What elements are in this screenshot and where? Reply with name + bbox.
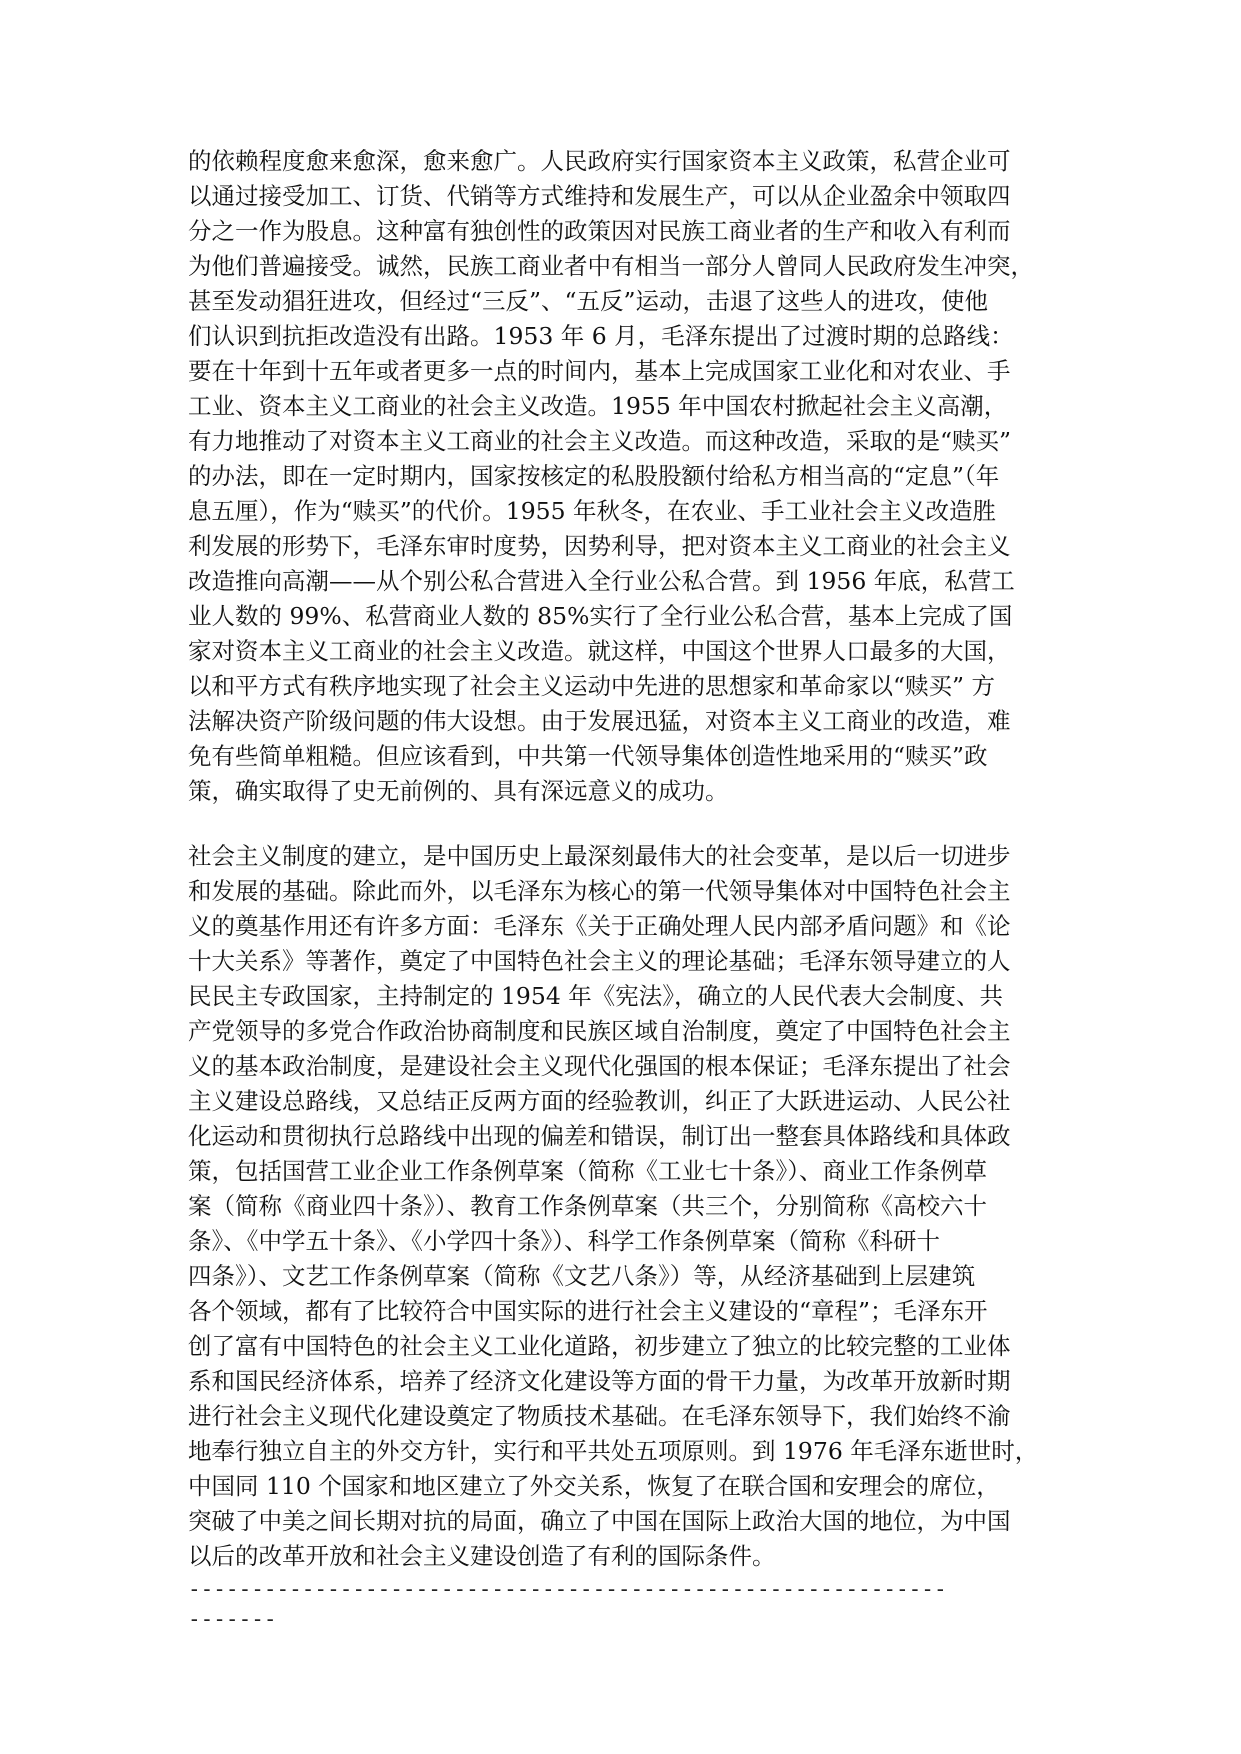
text-line: 社会主义制度的建立，是中国历史上最深刻最伟大的社会变革，是以后一切进步 — [188, 842, 1011, 870]
text-line: 创了富有中国特色的社会主义工业化道路，初步建立了独立的比较完整的工业体 — [188, 1332, 1011, 1360]
text-line: 中国同 110 个国家和地区建立了外交关系，恢复了在联合国和安理会的席位， — [188, 1472, 1000, 1500]
text-line: 们认识到抗拒改造没有出路。1953 年 6 月，毛泽东提出了过渡时期的总路线： — [188, 322, 1014, 350]
text-line: 策，确实取得了史无前例的、具有深远意义的成功。 — [188, 777, 729, 805]
document-body — [188, 144, 1058, 1634]
text-line: 以通过接受加工、订货、代销等方式维持和发展生产，可以从企业盈余中领取四 — [188, 182, 1011, 210]
text-line: 分之一作为股息。这种富有独创性的政策因对民族工商业者的生产和收入有利而 — [188, 217, 1011, 245]
text-line: 有力地推动了对资本主义工商业的社会主义改造。而这种改造，采取的是“赎买” — [188, 427, 1012, 455]
text-line: 法解决资产阶级问题的伟大设想。由于发展迅猛，对资本主义工商业的改造，难 — [188, 707, 1011, 735]
paragraph-gap — [188, 809, 1058, 839]
text-line: 化运动和贯彻执行总路线中出现的偏差和错误，制订出一整套具体路线和具体政 — [188, 1122, 1011, 1150]
text-line: 主义建设总路线，又总结正反两方面的经验教训，纠正了大跃进运动、人民公社 — [188, 1087, 1011, 1115]
text-line: 民民主专政国家，主持制定的 1954 年《宪法》，确立的人民代表大会制度、共 — [188, 982, 1003, 1010]
separator-line: ------------------------------------------------------------ — [188, 1577, 947, 1601]
text-line: 各个领域，都有了比较符合中国实际的进行社会主义建设的“章程”；毛泽东开 — [188, 1297, 988, 1325]
text-line: 进行社会主义现代化建设奠定了物质技术基础。在毛泽东领导下，我们始终不渝 — [188, 1402, 1011, 1430]
text-line: 家对资本主义工商业的社会主义改造。就这样，中国这个世界人口最多的大国， — [188, 637, 1011, 665]
text-line: 突破了中美之间长期对抗的局面，确立了中国在国际上政治大国的地位，为中国 — [188, 1507, 1011, 1535]
text-line: 工业、资本主义工商业的社会主义改造。1955 年中国农村掀起社会主义高潮， — [188, 392, 1008, 420]
text-line: 条》、《中学五十条》、《小学四十条》）、科学工作条例草案（简称《科研十 — [188, 1227, 940, 1255]
paragraph-1 — [188, 144, 1058, 809]
text-line: 的办法，即在一定时期内，国家按核定的私股股额付给私方相当高的“定息”（年 — [188, 462, 1000, 490]
text-line: 利发展的形势下，毛泽东审时度势，因势利导，把对资本主义工商业的社会主义 — [188, 532, 1011, 560]
text-line: 业人数的 99%、私营商业人数的 85%实行了全行业公私合营，基本上完成了国 — [188, 602, 1013, 630]
text-line: 为他们普遍接受。诚然，民族工商业者中有相当一部分人曾同人民政府发生冲突， — [188, 252, 1034, 280]
separator-line-continued: ------- — [188, 1607, 277, 1631]
text-line: 的依赖程度愈来愈深，愈来愈广。人民政府实行国家资本主义政策，私营企业可 — [188, 147, 1011, 175]
separator — [188, 1574, 1058, 1634]
text-line: 义的基本政治制度，是建设社会主义现代化强国的根本保证；毛泽东提出了社会 — [188, 1052, 1011, 1080]
text-line: 案（简称《商业四十条》）、教育工作条例草案（共三个，分别简称《高校六十 — [188, 1192, 987, 1220]
text-line: 以后的改革开放和社会主义建设创造了有利的国际条件。 — [188, 1542, 776, 1570]
text-line: 地奉行独立自主的外交方针，实行和平共处五项原则。到 1976 年毛泽东逝世时， — [188, 1437, 1039, 1465]
text-line: 要在十年到十五年或者更多一点的时间内，基本上完成国家工业化和对农业、手 — [188, 357, 1011, 385]
paragraph-2 — [188, 839, 1058, 1574]
text-line: 和发展的基础。除此而外，以毛泽东为核心的第一代领导集体对中国特色社会主 — [188, 877, 1011, 905]
text-line: 十大关系》等著作，奠定了中国特色社会主义的理论基础；毛泽东领导建立的人 — [188, 947, 1011, 975]
text-line: 甚至发动猖狂进攻，但经过“三反”、“五反”运动，击退了这些人的进攻，使他 — [188, 287, 989, 315]
text-line: 义的奠基作用还有许多方面：毛泽东《关于正确处理人民内部矛盾问题》和《论 — [188, 912, 1011, 940]
text-line: 产党领导的多党合作政治协商制度和民族区域自治制度，奠定了中国特色社会主 — [188, 1017, 1011, 1045]
text-line: 四条》）、文艺工作条例草案（简称《文艺八条》）等，从经济基础到上层建筑 — [188, 1262, 976, 1290]
text-line: 以和平方式有秩序地实现了社会主义运动中先进的思想家和革命家以“赎买” 方 — [188, 672, 995, 700]
text-line: 系和国民经济体系，培养了经济文化建设等方面的骨干力量，为改革开放新时期 — [188, 1367, 1011, 1395]
text-line: 改造推向高潮——从个别公私合营进入全行业公私合营。到 1956 年底，私营工 — [188, 567, 1015, 595]
text-line: 息五厘），作为“赎买”的代价。1955 年秋冬，在农业、手工业社会主义改造胜 — [188, 497, 997, 525]
text-line: 策，包括国营工业企业工作条例草案（简称《工业七十条》）、商业工作条例草 — [188, 1157, 987, 1185]
text-line: 免有些简单粗糙。但应该看到，中共第一代领导集体创造性地采用的“赎买”政 — [188, 742, 988, 770]
